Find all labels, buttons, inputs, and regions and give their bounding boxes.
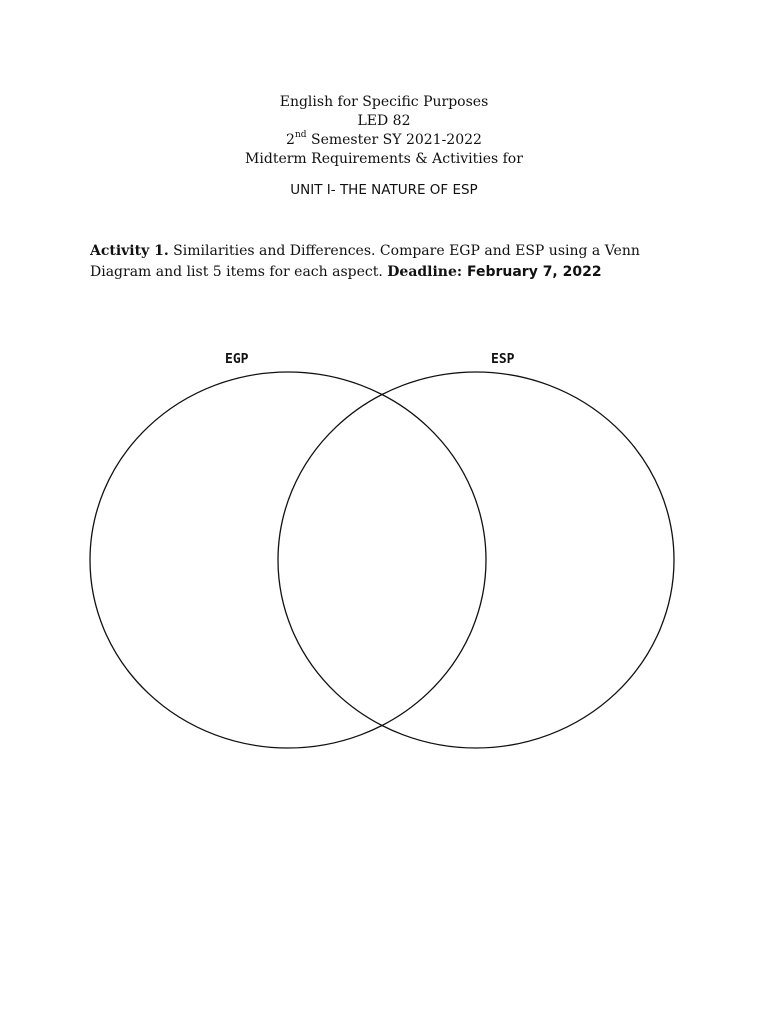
requirements-line: Midterm Requirements & Activities for xyxy=(245,151,523,167)
venn-circle-egp xyxy=(90,372,486,748)
semester-number: 2 xyxy=(286,132,295,148)
course-title: English for Specific Purposes xyxy=(279,94,489,110)
venn-circle-esp xyxy=(278,372,674,748)
semester-ordinal-suffix: nd xyxy=(294,130,307,141)
deadline-label: Deadline: xyxy=(387,264,467,280)
activity-lead: Activity 1. xyxy=(90,243,169,259)
activity-text: Similarities and Differences. Compare EGP and ESP using a Venn Diagram and list 5 items for each aspect. xyxy=(90,243,640,280)
venn-label-egp: EGP xyxy=(225,352,249,367)
venn-label-esp: ESP xyxy=(491,352,515,367)
course-code: LED 82 xyxy=(357,113,411,129)
unit-title: UNIT I- THE NATURE OF ESP xyxy=(290,182,478,198)
deadline-date: February 7, 2022 xyxy=(466,264,602,280)
semester-text: Semester SY 2021-2022 xyxy=(306,132,482,148)
